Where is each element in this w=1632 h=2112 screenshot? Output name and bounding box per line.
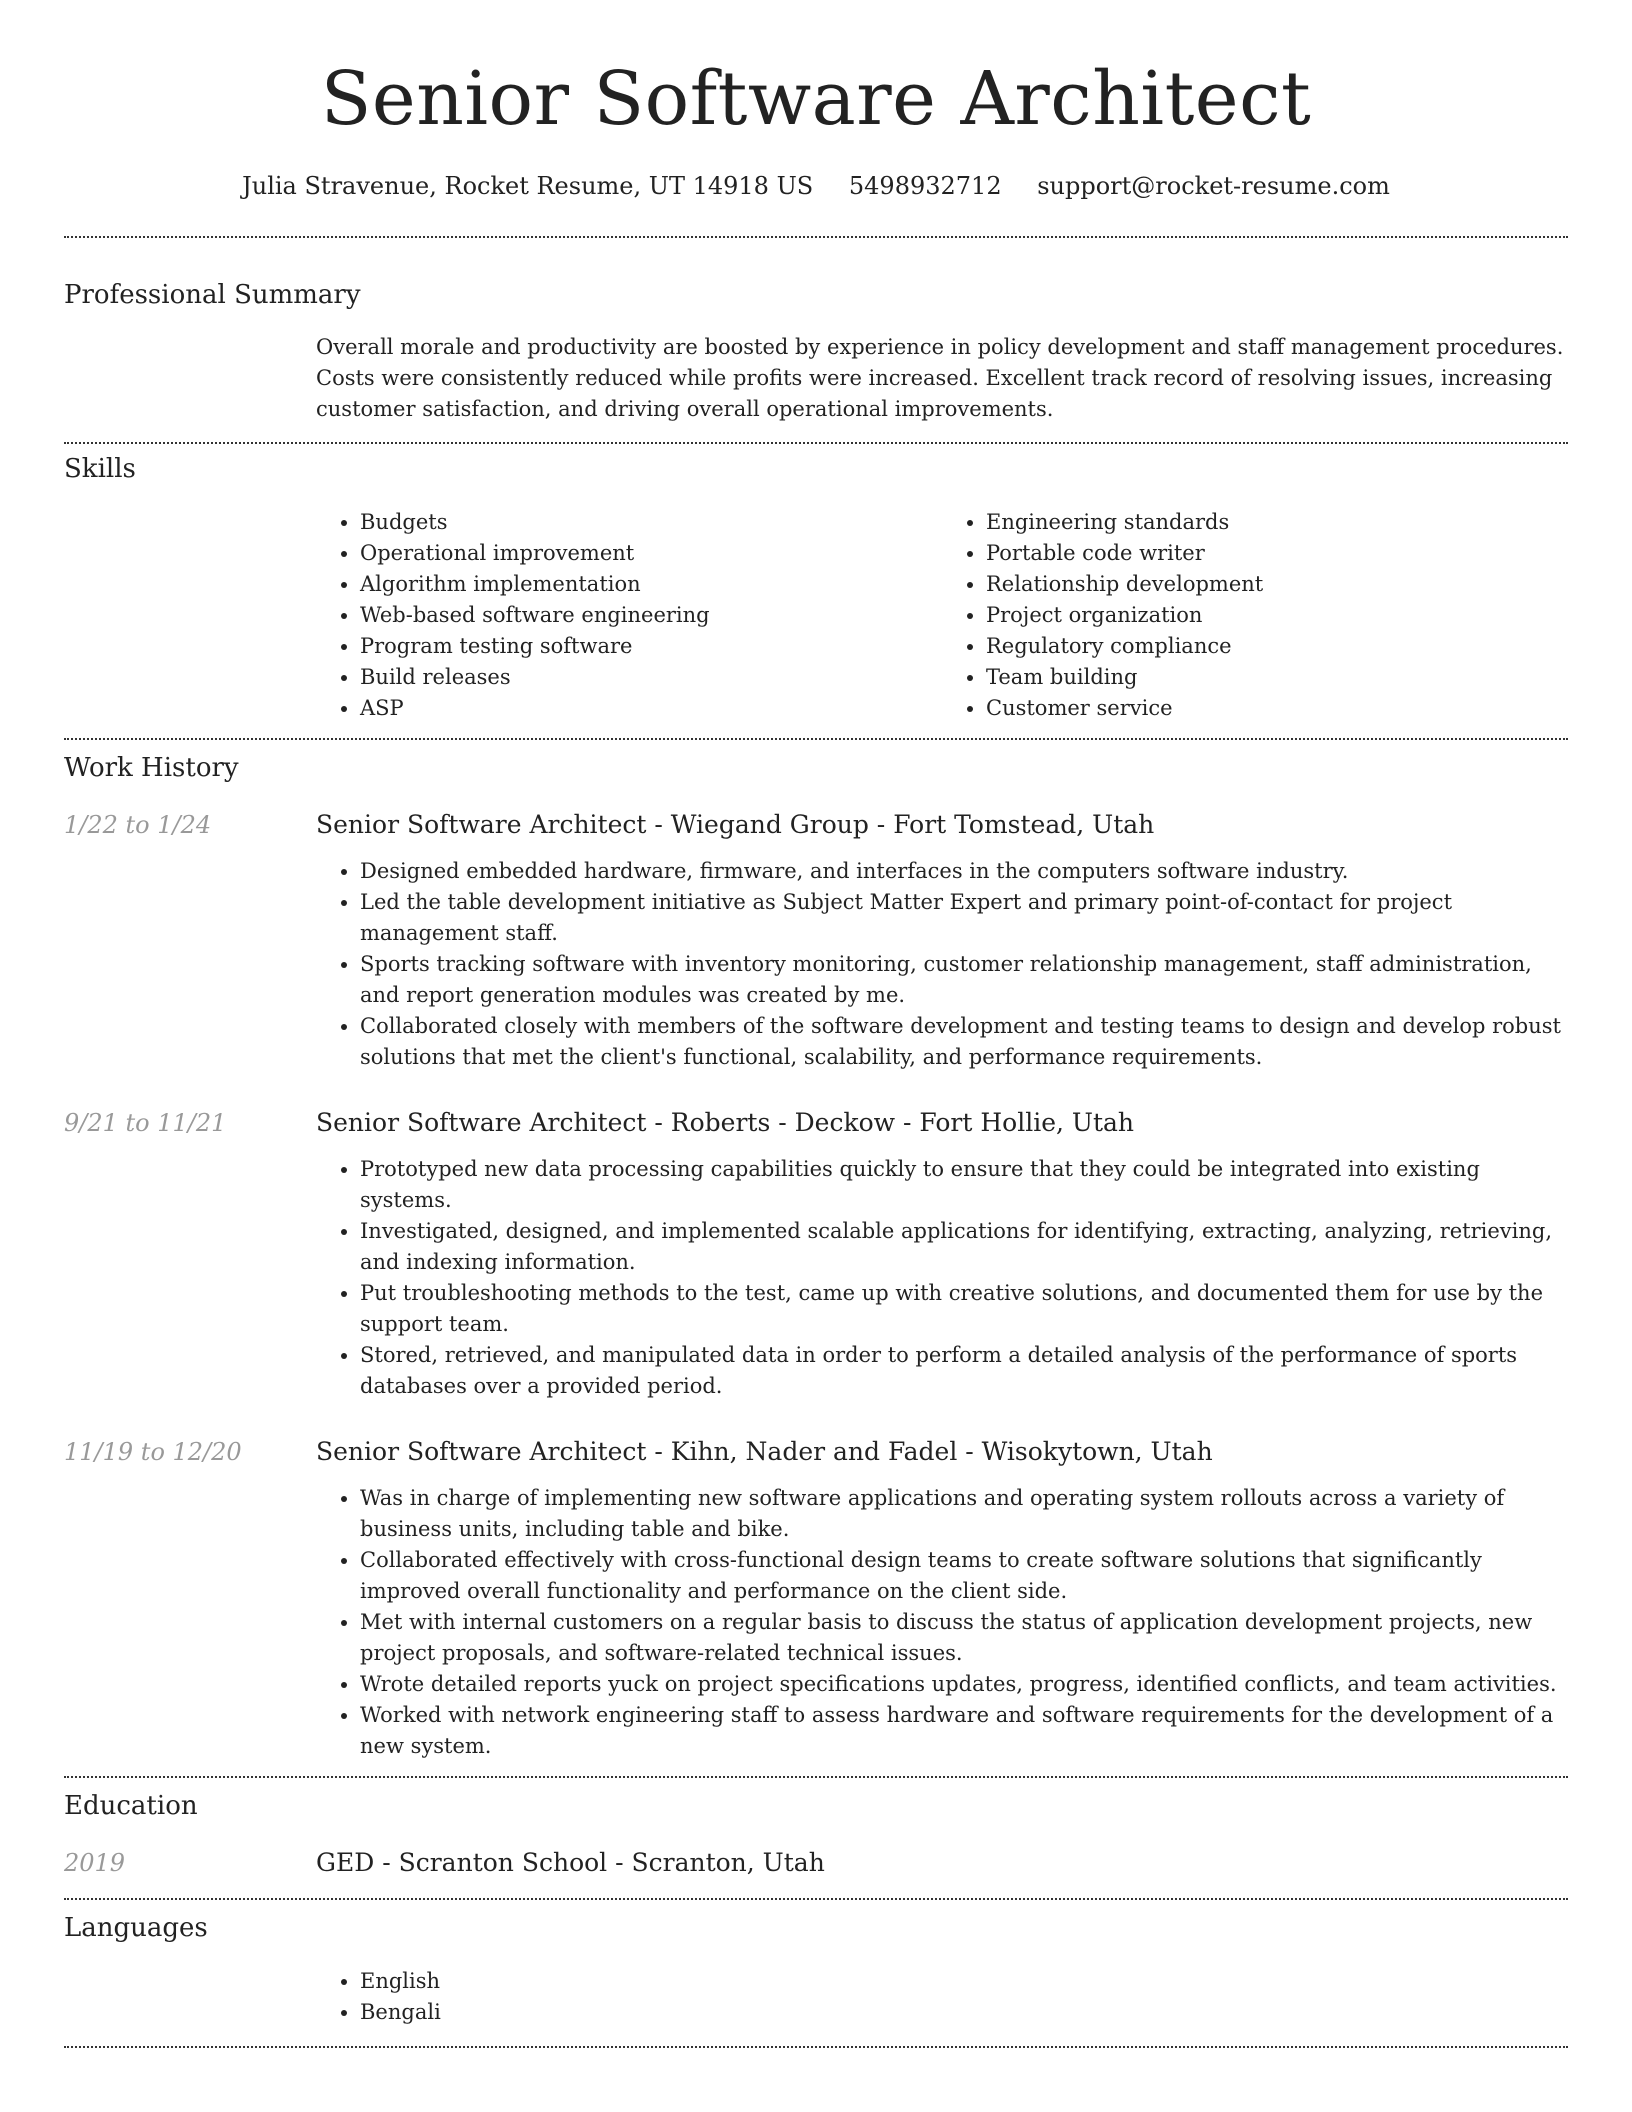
job-date: 1/22 to 1/24: [64, 811, 212, 839]
job-date: 11/19 to 12/20: [64, 1438, 242, 1466]
languages-heading: Languages: [64, 1913, 208, 1943]
skill-item: • Web-based software engineering: [360, 600, 942, 631]
job-bullet: • Was in charge of implementing new software applications and operating system rollouts across a variety of business units, including table and bike.: [360, 1483, 1568, 1545]
job-bullet: • Wrote detailed reports yuck on project specifications updates, progress, identified conflicts, and team activities.: [360, 1669, 1568, 1700]
education-entry: [64, 1846, 1568, 1880]
contact-address: Julia Stravenue, Rocket Resume, UT 14918 US: [242, 172, 814, 200]
job-title: Senior Software Architect - Roberts - Deckow - Fort Hollie, Utah: [316, 1108, 1135, 1137]
skill-item: • Program testing software: [360, 631, 942, 662]
job-entry: [64, 808, 1568, 1073]
job-title: Senior Software Architect - Wiegand Group - Fort Tomstead, Utah: [316, 810, 1155, 839]
job-bullet: • Designed embedded hardware, firmware, and interfaces in the computers software industry.: [360, 856, 1568, 887]
job-title: Senior Software Architect - Kihn, Nader and Fadel - Wisokytown, Utah: [316, 1437, 1213, 1466]
job-bullet: • Investigated, designed, and implemented scalable applications for identifying, extracting, analyzing, retrieving, and indexing information.: [360, 1216, 1568, 1278]
contact-line: [64, 170, 1568, 202]
job-entry: [64, 1106, 1568, 1402]
job-bullets: [316, 1483, 1568, 1762]
divider: [64, 2046, 1568, 2048]
job-bullet: • Sports tracking software with inventory monitoring, customer relationship management, staff administration, and report generation modules was created by me.: [360, 949, 1568, 1011]
summary-heading: Professional Summary: [64, 280, 361, 310]
job-date: 9/21 to 11/21: [64, 1109, 227, 1137]
skills-list-left: [316, 507, 942, 724]
skill-item: • Regulatory compliance: [986, 631, 1568, 662]
job-bullet: • Worked with network engineering staff to assess hardware and software requirements for the development of a new system.: [360, 1700, 1568, 1762]
skills-columns: [316, 507, 1568, 724]
skill-item: • Customer service: [986, 693, 1568, 724]
summary-section: [64, 238, 1568, 425]
skills-section: [64, 444, 1568, 724]
skill-item: • Algorithm implementation: [360, 569, 942, 600]
job-bullet: • Collaborated closely with members of the software development and testing teams to design and develop robust solutions that met the client's functional, scalability, and performance requirements.: [360, 1011, 1568, 1073]
skill-item: • Portable code writer: [986, 538, 1568, 569]
job-bullet: • Put troubleshooting methods to the test, came up with creative solutions, and documented them for use by the support team.: [360, 1278, 1568, 1340]
contact-phone: 5498932712: [848, 172, 1002, 200]
resume-title: Senior Software Architect: [320, 56, 1312, 142]
skill-item: • Build releases: [360, 662, 942, 693]
job-bullet: • Prototyped new data processing capabilities quickly to ensure that they could be integrated into existing systems.: [360, 1154, 1568, 1216]
job-bullet: • Collaborated effectively with cross-functional design teams to create software solutions that significantly improved overall functionality and performance on the client side.: [360, 1545, 1568, 1607]
skill-item: • Team building: [986, 662, 1568, 693]
job-bullet: • Led the table development initiative as Subject Matter Expert and primary point-of-contact for project management staff.: [360, 887, 1568, 949]
resume-page: [64, 0, 1568, 2048]
job-bullet: • Met with internal customers on a regular basis to discuss the status of application development projects, new project proposals, and software-related technical issues.: [360, 1607, 1568, 1669]
summary-text: Overall morale and productivity are boosted by experience in policy development and staff management procedures. Costs were consistently reduced while profits were increased. Excellent track record of resolving issues, increasing customer satisfaction, and driving overall operational improvements.: [316, 335, 1564, 421]
education-title: GED - Scranton School - Scranton, Utah: [316, 1848, 825, 1877]
job-bullets: [316, 856, 1568, 1073]
education-section: [64, 1778, 1568, 1880]
job-entry: [64, 1435, 1568, 1762]
education-date: 2019: [64, 1849, 126, 1877]
education-heading: Education: [64, 1791, 198, 1821]
job-bullet: • Stored, retrieved, and manipulated data in order to perform a detailed analysis of the performance of sports databases over a provided period.: [360, 1340, 1568, 1402]
languages-section: [64, 1900, 1568, 2028]
job-bullets: [316, 1154, 1568, 1402]
language-item: • Bengali: [360, 1997, 1568, 2028]
language-item: • English: [360, 1966, 1568, 1997]
work-section: [64, 740, 1568, 1762]
skill-item: • Relationship development: [986, 569, 1568, 600]
skill-item: • Engineering standards: [986, 507, 1568, 538]
skill-item: • Budgets: [360, 507, 942, 538]
skill-item: • Operational improvement: [360, 538, 942, 569]
skills-list-right: [942, 507, 1568, 724]
skill-item: • ASP: [360, 693, 942, 724]
work-heading: Work History: [64, 753, 239, 783]
languages-list: [316, 1966, 1568, 2028]
contact-email: support@rocket-resume.com: [1037, 172, 1390, 200]
skill-item: • Project organization: [986, 600, 1568, 631]
skills-heading: Skills: [64, 454, 136, 484]
